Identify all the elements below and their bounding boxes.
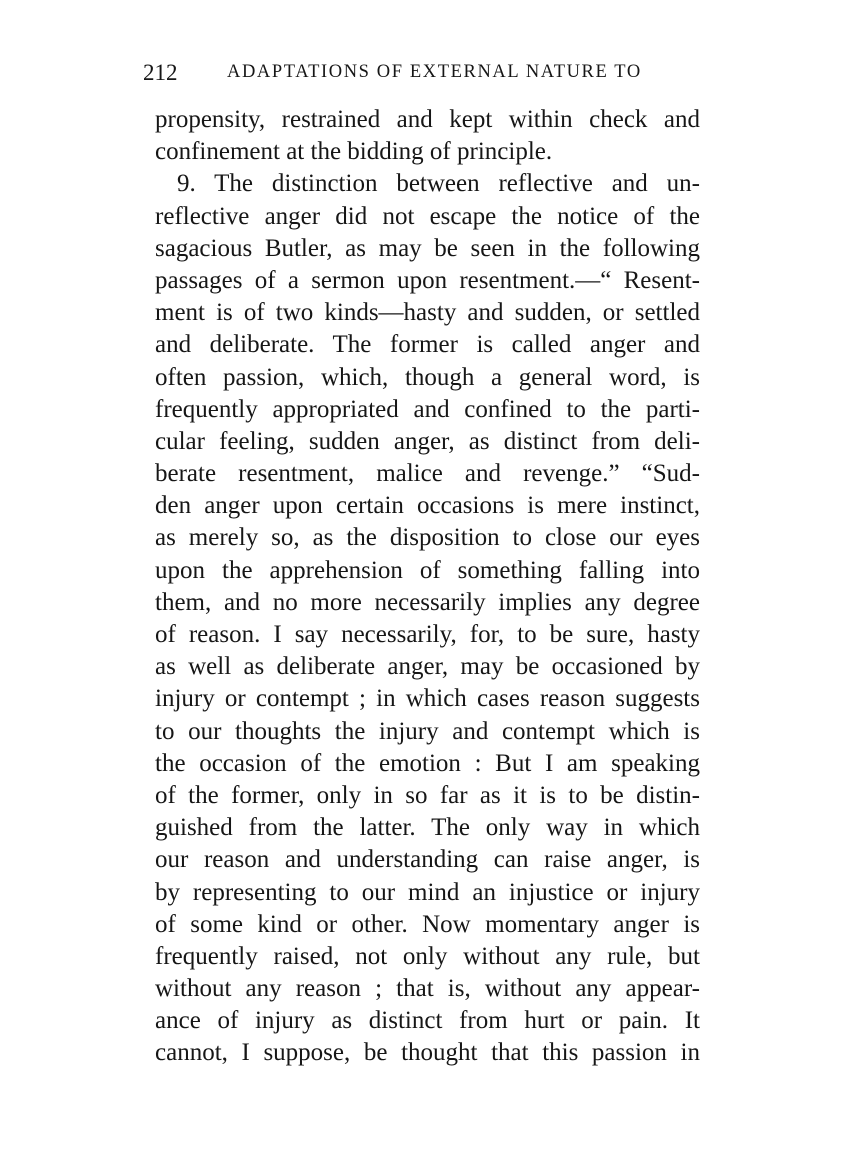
text-line: cannot, I suppose, be thought that this passion in [155,1039,700,1067]
running-header [143,60,703,92]
text-line: sagacious Butler, as may be seen in the following [155,234,700,262]
page-number: 212 [143,60,178,85]
text-line: guished from the latter. The only way in which [155,814,700,842]
text-line: passages of a sermon upon resentment.—“ Resent- [155,266,700,294]
text-line: frequently raised, not only without any rule, but [155,942,700,970]
text-line: often passion, which, though a general word, is [155,363,700,391]
text-line: as merely so, as the disposition to close our eyes [155,524,700,552]
text-line: of some kind or other. Now momentary anger is [155,910,700,938]
text-line: berate resentment, malice and revenge.” “Sud- [155,460,700,488]
text-line: ment is of two kinds—hasty and sudden, or settled [155,299,700,327]
text-line: to our thoughts the injury and contempt which is [155,717,700,745]
text-line: by representing to our mind an injustice or injury [155,878,700,906]
text-line: 9. The distinction between reflective and un- [177,170,700,198]
text-line: of reason. I say necessarily, for, to be sure, hasty [155,621,700,648]
body-text [155,104,700,1070]
text-line: reflective anger did not escape the notice of the [155,202,700,230]
text-line: ance of injury as distinct from hurt or pain. It [155,1007,700,1035]
text-line: den anger upon certain occasions is mere instinct, [155,492,700,520]
text-line: the occasion of the emotion : But I am speaking [155,749,700,777]
text-line: injury or contempt ; in which cases reason suggests [155,685,700,713]
text-line: them, and no more necessarily implies any degree [155,588,700,616]
text-line: upon the apprehension of something falling into [155,556,700,584]
text-line: cular feeling, sudden anger, as distinct from deli- [155,427,700,455]
text-line: our reason and understanding can raise anger, is [155,846,700,874]
running-title: ADAPTATIONS OF EXTERNAL NATURE TO [227,62,642,82]
text-line: confinement at the bidding of principle. [155,138,553,166]
text-line: without any reason ; that is, without any appear- [155,975,700,1003]
text-line: frequently appropriated and confined to the parti- [155,395,700,423]
text-line: of the former, only in so far as it is to be distin- [155,781,700,809]
text-line: and deliberate. The former is called anger and [155,331,700,359]
text-line: propensity, restrained and kept within check and [155,106,700,133]
text-line: as well as deliberate anger, may be occasioned by [155,653,700,681]
